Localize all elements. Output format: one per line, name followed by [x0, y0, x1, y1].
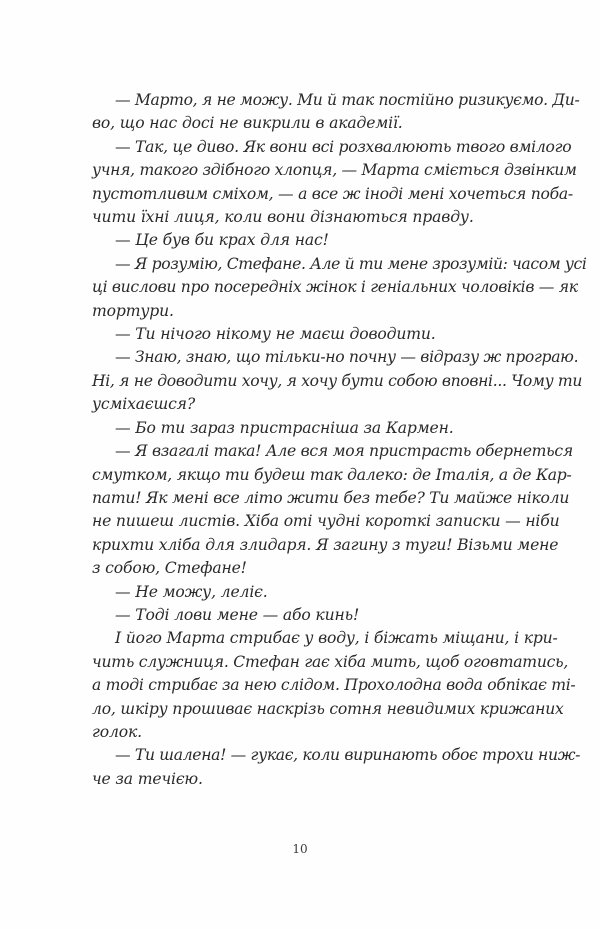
text-line: а тоді стрибає за нею слідом. Прохолодна вода обпікає ті- — [92, 676, 576, 695]
text-line: з собою, Стефане! — [92, 559, 247, 578]
text-line: чити їхні лиця, коли вони дізнаються правду. — [92, 208, 474, 227]
text-line: — Ти шалена! — гукає, коли виринають обоє трохи ниж- — [115, 746, 581, 765]
text-line: — Тоді лови мене — або кинь! — [115, 605, 360, 624]
text-line: — Це був би крах для нас! — [115, 231, 329, 250]
text-line: пустотливим сміхом, — а все ж іноді мені хочеться поба- — [92, 184, 573, 203]
text-line: во, що нас досі не викрили в академії. — [92, 114, 403, 133]
text-line: — Так, це диво. Як вони всі розхвалюють твого вмілого — [115, 137, 572, 156]
text-line: пати! Як мені все літо жити без тебе? Ти майже ніколи — [92, 488, 570, 507]
text-line: ло, шкіру прошиває наскрізь сотня невидимих крижаних — [92, 699, 564, 718]
text-line: ці вислови про посередніх жінок і геніальних чоловіків — як — [92, 278, 578, 297]
text-line: Ні, я не доводити хочу, я хочу бути собою вповні... Чому ти — [92, 371, 583, 390]
text-line: усміхаєшся? — [92, 395, 196, 414]
text-line: чить служниця. Стефан гає хіба мить, щоб оговтатись, — [92, 652, 569, 671]
text-line: че за течією. — [92, 769, 203, 788]
text-line: І його Марта стрибає у воду, і біжать міщани, і кри- — [115, 629, 558, 648]
text-line: — Ти нічого нікому не маєш доводити. — [115, 325, 436, 344]
text-line: — Марто, я не можу. Ми й так постійно ризикуємо. Ди- — [115, 91, 580, 109]
text-line: учня, такого здібного хлопця, — Марта сміється дзвінким — [92, 161, 577, 180]
page-body-text — [92, 89, 587, 791]
text-line: — Я розумію, Стефане. Але й ти мене зрозумій: часом усі — [115, 254, 587, 273]
text-line: не пишеш листів. Хіба оті чудні короткі записки — ніби — [92, 512, 560, 531]
text-line: — Бо ти зараз пристрасніша за Кармен. — [115, 418, 454, 437]
text-line: — Знаю, знаю, що тільки-но почну — відразу ж програю. — [115, 348, 579, 367]
text-line: крихти хліба для злидаря. Я загину з туги! Візьми мене — [92, 535, 559, 554]
text-line: — Я взагалі така! Але вся моя пристрасть обернеться — [115, 442, 573, 461]
text-line: тортури. — [92, 301, 174, 320]
text-line: голок. — [92, 722, 142, 741]
text-line: — Не можу, леліє. — [115, 582, 268, 601]
page-number: 10 — [292, 842, 308, 856]
text-line: смутком, якщо ти будеш так далеко: де Італія, а де Кар- — [92, 465, 572, 484]
